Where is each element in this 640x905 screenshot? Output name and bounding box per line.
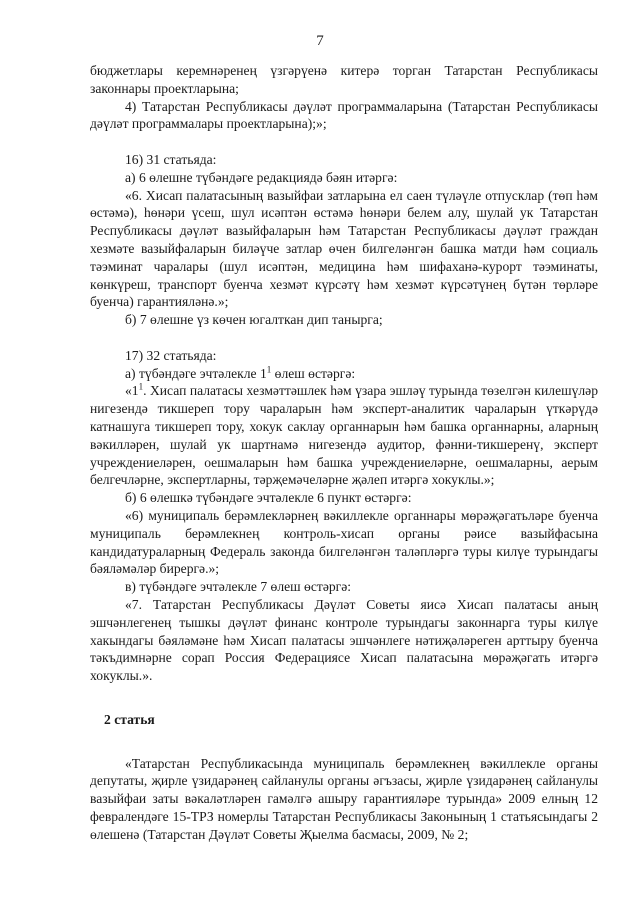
paragraph-article-31: 16) 31 статьяда: bbox=[125, 151, 217, 167]
paragraph-v-part-7: в) түбәндәге эчтәлекле 7 өлеш өстәргә: bbox=[125, 579, 352, 595]
paragraph-budget-laws: бюджетлары керемнәренең үзгәрүенә китерә торган Татарстан Республикасы законнары проектларына; bbox=[90, 63, 598, 96]
paragraph-b-point-6: б) 6 өлешкә түбәндәге эчтәлекле 6 пункт өстәргә: bbox=[125, 490, 412, 506]
paragraph-part-7-text: «7. Татарстан Республикасы Дәүләт Советы яисә Хисап палатасы аның эшчәнлегенең тышкы дәүләт финанс контроле турындагы законнарга туры килүе хакындагы бәяләмәне һәм Хисап палатасы эшчәнлеге нәтиҗәләреген арттыру буенча тәкъдимнәрне сорап Россия Федерациясе Хисап палатасына мөрәҗәгать итәргә хокуклы.». bbox=[90, 596, 598, 684]
paragraph-b-part-7: б) 7 өлешне үз көчен югалткан дип танырга; bbox=[125, 312, 383, 328]
page-number: 7 bbox=[316, 33, 324, 49]
paragraph-a-part-6: а) 6 өлешне түбәндәге редакциядә бәян итәргә: bbox=[125, 169, 398, 185]
paragraph-article-2-text: «Татарстан Республикасында муниципаль берәмлекнең вәкиллекле органы депутаты, җирле үзидарәнең сайланулы органы әгъзасы, җирле үзидарәнең сайланулы вазыйфаи заты вәкаләтләрен гамәлгә ашыру гарантияләре турында» 2009 елның 12 февралендәге 15-ТРЗ номерлы Татарстан Республикасы Законының 1 статьясындагы 2 өлешенә (Татарстан Дәүләт Советы Җыелма басмасы, 2009, № 2; bbox=[90, 755, 598, 842]
article-2-heading: 2 статья bbox=[104, 711, 155, 727]
document-body bbox=[90, 62, 598, 844]
spacer bbox=[90, 685, 598, 711]
spacer bbox=[90, 329, 598, 347]
paragraph-article-32: 17) 32 статьяда: bbox=[125, 347, 217, 363]
paragraph-a-part-1-1: а) түбәндәге эчтәлекле $1^1$ өлеш өстәргә: bbox=[125, 364, 356, 381]
spacer bbox=[90, 729, 598, 755]
paragraph-point-6-text: «6) муниципаль берәмлекләрнең вәкиллекле органнары мөрәҗәгатьләре буенча муниципаль берәмлекнең контроль-хисап органы рәисе вазыйфасына кандидатураларның Федераль законда билгеләнгән таләпләргә туры килүе турындагы бәяләмәләр бирергә.»; bbox=[90, 507, 598, 577]
paragraph-part-6-text: «6. Хисап палатасының вазыйфаи затларына ел саен түләүле отпусклар (төп һәм өстәмә), һөнәри үсеш, шул исәптән өстәмә һөнәри белем алу, шулай ук Татарстан Республикасы дәүләт вазыйфаларын һәм Татарстан Республикасы дәүләт граждан хезмәте вазыйфаларын биләүче затлар өчен билгеләнгән башка матди һәм социаль тәэминат чаралары (шул исәптән, медицина һәм шифаханә-курорт тәэминаты, көнкүреш, транспорт буенча хезмәт күрсәтү һәм хезмәт күрсәтүнең бүтән төрләре буенча) гарантияләнә.»; bbox=[90, 187, 598, 310]
spacer bbox=[90, 133, 598, 151]
paragraph-part-1-1-text: «$1^1$. Хисап палатасы хезмәттәшлек һәм үзара эшләү турында төзелгән килешүләр нигезендә тикшереп тору чараларын һәм эксперт-аналитик чараларын үткәрүдә катнашуга тикшереп тору, хокук саклау органнарын һәм башка органнарны, аларның вәкилләрен, шулай ук шартнамә нигезендә аудитор, фәнни-тикшеренү, эксперт учреждениеләрен, оешмаларын һәм башка учреждениеләрне, оешмаларны, аерым белгечләрне, экспертларны, тәрҗемәчеләрне җәлеп итәргә хокуклы.»; bbox=[90, 381, 598, 488]
paragraph-item-4: 4) Татарстан Республикасы дәүләт программаларына (Татарстан Республикасы дәүләт программалары проектларына);»; bbox=[90, 98, 598, 132]
